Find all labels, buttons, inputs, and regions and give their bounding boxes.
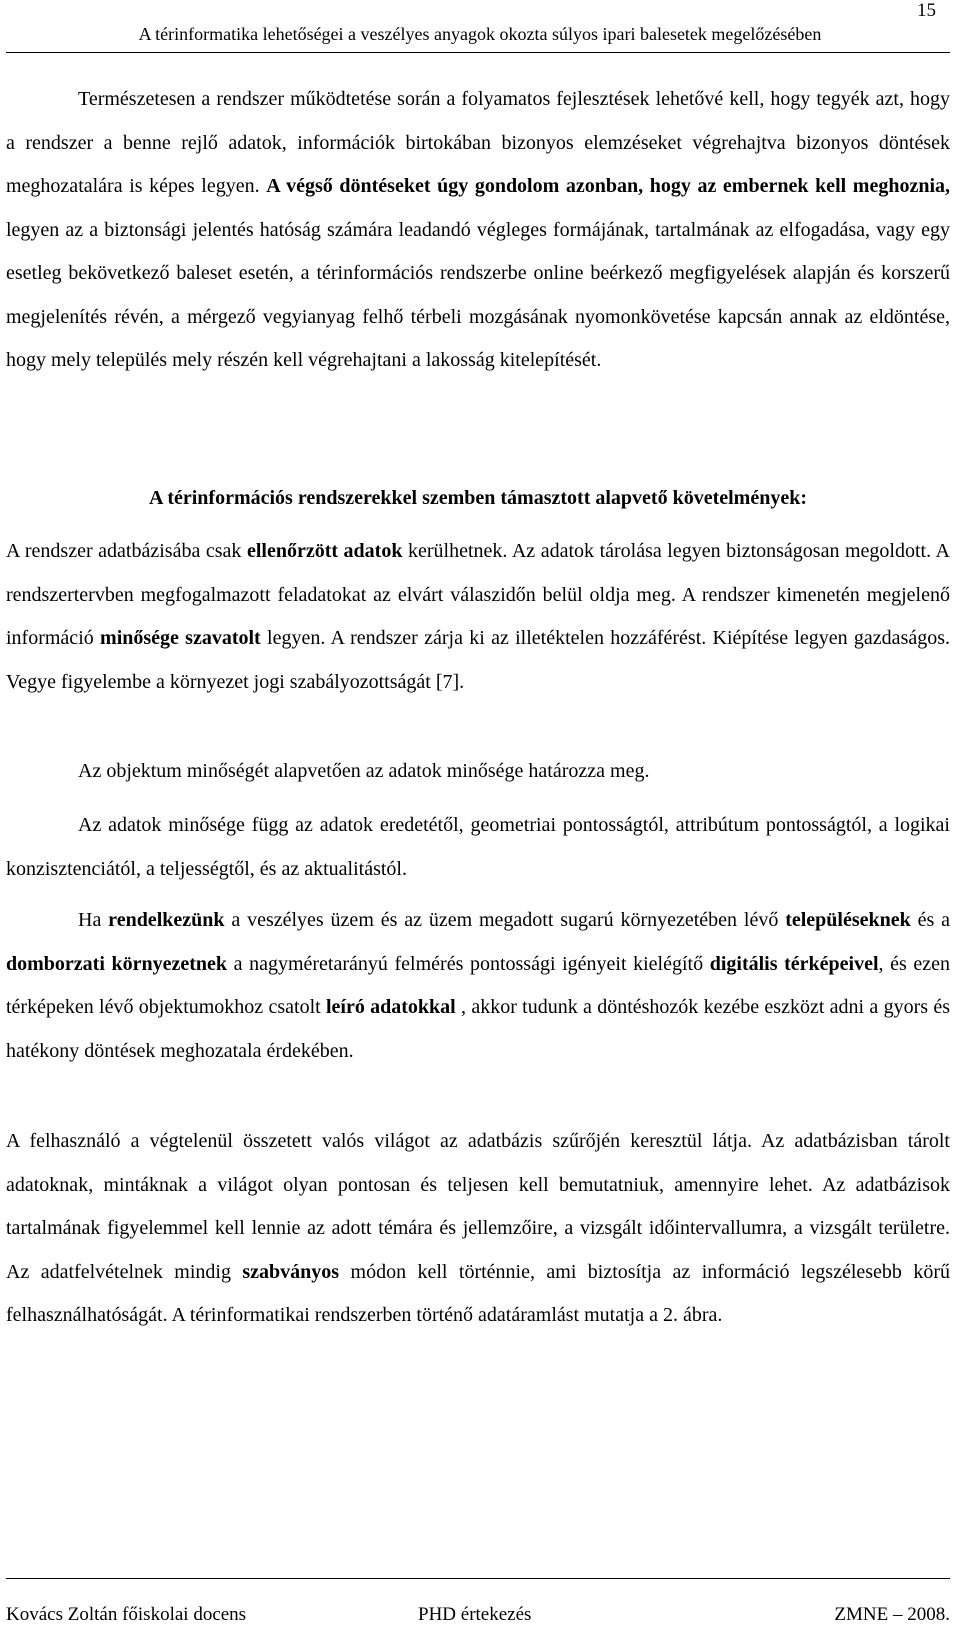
paragraph-5-text-k: , akkor tudunk a döntéshozók kezébe eszközt adni a gyors és hatékony döntések meghozatala érdekében.: [6, 996, 950, 1062]
paragraph-5-text-i: , és ezen térképeken lévő objektumokhoz csatolt: [6, 952, 950, 1018]
paragraph-3: [6, 750, 950, 794]
paragraph-6-bold: szabványos: [242, 1260, 340, 1283]
paragraph-5-text-e: és a: [910, 909, 950, 931]
paragraph-1-text-c: legyen az a biztonsági jelentés hatóság számára leadandó végleges formájának, tartalmának az elfogadása, vagy egy esetleg bekövetkező baleset esetén, a térinformációs rendszerbe online beérkező megfigyelések alapján és korszerű megjelenítés révén, a mérgező vegyianyag felhő térbeli mozgásának nyomonkövetése kapcsán annak az eldöntése, hogy mely település mely részén kell végrehajtani a lakosság kitelepítését.: [6, 218, 950, 371]
paragraph-5-text-a: Ha: [78, 909, 109, 931]
paragraph-5: [6, 899, 950, 1073]
paragraph-5-bold-4: digitális térképeivel: [709, 952, 879, 975]
paragraph-5-bold-5: leíró adatokkal: [325, 996, 456, 1018]
footer-doc-type: PHD értekezés: [418, 1604, 532, 1625]
page-number: 15: [917, 0, 936, 21]
section-heading: A térinformációs rendszerekkel szemben támasztott alapvető követelmények:: [148, 487, 807, 509]
running-header: A térinformatika lehetőségei a veszélyes anyagok okozta súlyos ipari balesetek megelőzésében: [138, 24, 822, 44]
paragraph-5-text-g: a nagyméretarányú felmérés pontossági igényeit kielégítő: [227, 952, 710, 975]
paragraph-6: [6, 1120, 950, 1338]
footer-author: Kovács Zoltán főiskolai docens: [6, 1604, 247, 1625]
paragraph-6-text-c: módon kell történnie, ami biztosítja az információ legszélesebb körű felhasználhatóságát. A térinformatikai rendszerben történő adatáramlást mutatja a 2. ábra.: [6, 1260, 950, 1326]
footer-divider: [6, 1578, 950, 1579]
paragraph-1-text-a: Természetesen a rendszer működtetése során a folyamatos fejlesztések lehetővé kell, hogy tegyék azt, hogy a rendszer a benne rejlő adatok, információk birtokában bizonyos elemzéseket végrehajtva bizonyos döntések meghozatalára is képes legyen.: [6, 88, 950, 197]
paragraph-2-bold-1: ellenőrzött adatok: [246, 540, 403, 562]
paragraph-2-bold-2: minősége szavatolt: [100, 627, 261, 649]
paragraph-2-text-e: legyen. A rendszer zárja ki az illetéktelen hozzáférést. Kiépítése legyen gazdaságos. Vegye figyelembe a környezet jogi szabályozottságát [7].: [6, 627, 951, 693]
paragraph-5-bold-1: rendelkezünk: [108, 909, 225, 931]
paragraph-1-bold: A végső döntéseket úgy gondolom azonban, hogy az embernek kell meghoznia,: [266, 175, 950, 197]
paragraph-2: [6, 530, 950, 704]
paragraph-4-text: Az adatok minősége függ az adatok eredetétől, geometriai pontosságtól, attribútum pontosságtól, a logikai konzisztenciától, a teljességtől, és az aktualitástól.: [6, 814, 950, 880]
paragraph-2-text-a: A rendszer adatbázisába csak: [6, 540, 247, 562]
paragraph-3-text: Az objektum minőségét alapvetően az adatok minősége határozza meg.: [78, 760, 650, 782]
paragraph-1: [6, 78, 950, 383]
header-divider: [6, 52, 950, 53]
paragraph-6-text-a: A felhasználó a végtelenül összetett valós világot az adatbázis szűrőjén keresztül látja. Az adatbázisban tárolt adatoknak, mintáknak a világot olyan pontosan és teljesen kell bemutatniuk, amennyire lehet. Az adatbázisok tartalmának figyelemmel kell lennie az adott témára és jellemzőire, a vizsgált időintervallumra, a vizsgált területre. Az adatfelvételnek mindig: [6, 1130, 950, 1283]
footer-institution-year: ZMNE – 2008.: [834, 1604, 950, 1625]
paragraph-5-bold-3: domborzati környezetnek: [6, 952, 228, 975]
paragraph-4: [6, 804, 950, 891]
paragraph-5-bold-2: településeknek: [785, 909, 911, 931]
paragraph-2-text-c: kerülhetnek. Az adatok tárolása legyen biztonságosan megoldott. A rendszertervben megfogalmazott feladatokat az elvárt válaszidőn belül oldja meg. A rendszer kimenetén megjelenő információ: [6, 540, 950, 649]
paragraph-5-text-c: a veszélyes üzem és az üzem megadott sugarú környezetében lévő: [224, 909, 786, 931]
